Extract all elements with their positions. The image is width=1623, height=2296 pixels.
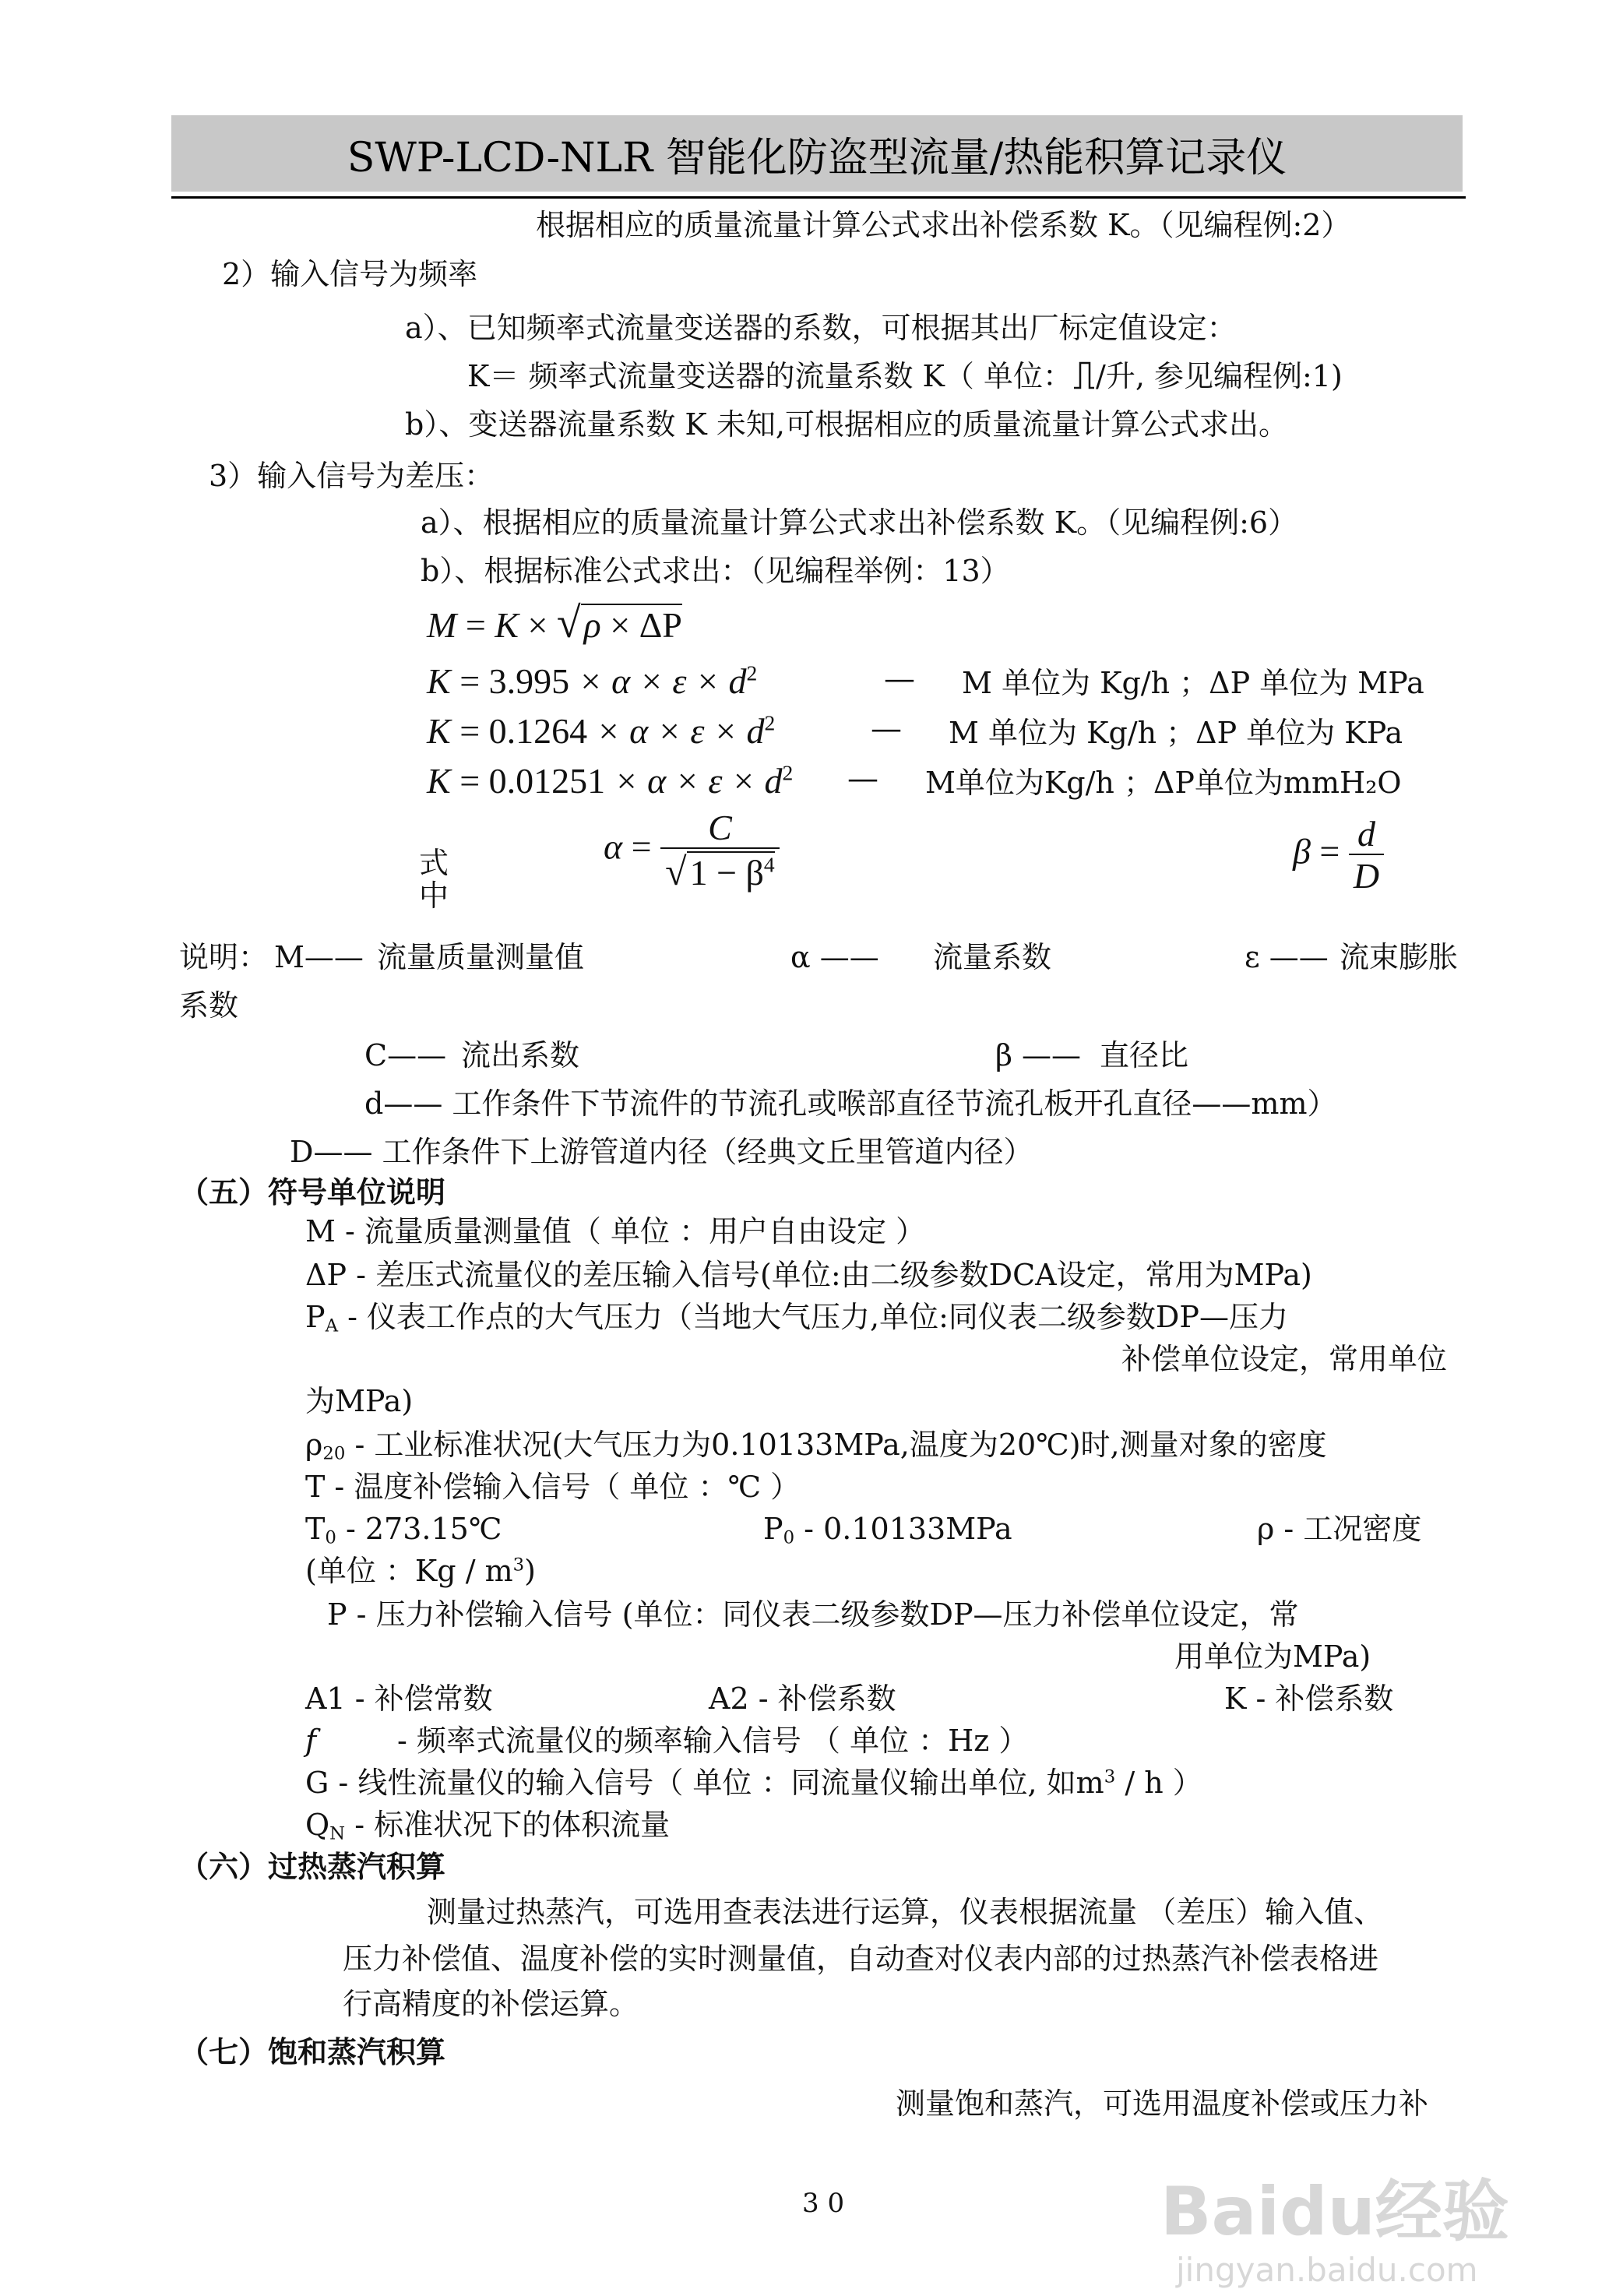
formula-mass-flow: M = K × √ρ × ΔP: [427, 599, 682, 647]
dash: —: [847, 761, 878, 797]
paragraph-line: 压力补偿值、温度补偿的实时测量值，自动查对仪表内部的过热蒸汽补偿表格进: [343, 1942, 1379, 1976]
dash: —: [871, 711, 902, 747]
symbol-desc: 流量质量测量值: [377, 940, 585, 974]
symbol-item: $T_0$ - 273.15℃: [305, 1512, 502, 1548]
unit-note: M 单位为 Kg/h ；ΔP 单位为 MPa: [962, 666, 1424, 700]
header-rule: [171, 196, 1466, 199]
symbol: M——: [274, 940, 364, 974]
formula-alpha: α = $\frac{C}{√1 - \beta^4}$: [604, 810, 780, 891]
symbol-desc: 流出系数: [461, 1038, 580, 1072]
symbol-item: G - 线性流量仪的输入信号（ 单位 ：同流量仪输出单位, 如$m^3$ / h ）: [305, 1766, 1202, 1800]
symbol-desc: 流束膨胀: [1340, 940, 1459, 974]
symbol-item: K - 补偿系数: [1224, 1682, 1394, 1716]
symbol-desc: 直径比: [1100, 1038, 1189, 1072]
text-segment: K＝ 频率式流量变送器的流量系数 K（ 单位：: [467, 359, 1073, 393]
symbol-item: A2 - 补偿系数: [709, 1682, 896, 1716]
symbol: β ——: [995, 1038, 1082, 1072]
formula-beta: β = $\frac{d}{D}$: [1293, 816, 1384, 894]
symbol-desc-wrap: 系数: [179, 988, 239, 1023]
list-heading: 3）输入信号为差压：: [209, 459, 495, 493]
symbol-item: P - 压力补偿输入信号 (单位：同仪表二级参数DP—压力补偿单位设定，常: [327, 1597, 1299, 1632]
watermark-url: jingyan.baidu.com: [1176, 2251, 1478, 2289]
watermark-brand: Baidu经验: [1160, 2173, 1509, 2251]
unit-note: M 单位为 Kg/h ；ΔP 单位为 KPa: [949, 716, 1403, 750]
symbol-item: ρ - 工况密度: [1257, 1512, 1422, 1546]
dash: —: [884, 661, 915, 697]
symbol-item-wrap: 为MPa): [305, 1384, 414, 1418]
list-heading: 2）输入信号为频率: [222, 257, 478, 291]
symbol: f: [305, 1724, 317, 1758]
text-line: b）、变送器流量系数 K 未知,可根据相应的质量流量计算公式求出。: [405, 407, 1288, 442]
text-line: [467, 360, 1343, 391]
symbol-item: $\rho_{20}$ - 工业标准状况(大气压力为0.10133MPa,温度为20℃)时,测量对象的密度: [305, 1428, 1327, 1464]
symbol: α ——: [790, 940, 879, 974]
unit-note: M单位为Kg/h ；ΔP单位为mmH₂O: [925, 766, 1402, 800]
symbol-item: $P_A$ - 仪表工作点的大气压力（当地大气压力,单位:同仪表二级参数DP—压力: [305, 1300, 1288, 1336]
text-line: a）、根据相应的质量流量计算公式求出补偿系数 K。（见编程例:6）: [421, 505, 1298, 540]
symbol-item-wrap: (单位 ：Kg / $m^3$): [305, 1554, 536, 1588]
symbol-item: $P_0 - 0.10133MPa$: [763, 1512, 1012, 1548]
symbol-desc: 流量系数: [933, 940, 1052, 974]
page-header-title: SWP-LCD-NLR 智能化防盗型流量/热能积算记录仪: [347, 134, 1287, 181]
text-line: b）、根据标准公式求出：（见编程举例：13）: [421, 554, 1010, 588]
symbol-item: M - 流量质量测量值（ 单位 ：用户自由设定 ）: [305, 1214, 926, 1248]
section-heading: （七）饱和蒸汽积算: [179, 2035, 446, 2069]
explain-line: d—— 工作条件下节流件的节流孔或喉部直径节流孔板开孔直径——mm）: [364, 1086, 1337, 1121]
formula-k-mpa: $K = 3.995 \times \alpha \times \varepsilon \times d^2$: [427, 660, 758, 701]
symbol-item: ΔP - 差压式流量仪的差压输入信号(单位:由二级参数DCA设定，常用为MPa): [305, 1258, 1312, 1292]
paragraph-line: 测量饱和蒸汽，可选用温度补偿或压力补: [896, 2086, 1429, 2121]
symbol-item: A1 - 补偿常数: [305, 1682, 493, 1716]
symbol: ε ——: [1245, 940, 1329, 974]
symbol-item: - 频率式流量仪的频率输入信号 （ 单位 ：Hz ）: [397, 1724, 1029, 1758]
text-line: 根据相应的质量流量计算公式求出补偿系数 K。（见编程例:2）: [536, 208, 1351, 242]
text-segment: /升, 参见编程例:1): [1096, 359, 1343, 393]
symbol-item-cont: 补偿单位设定，常用单位: [1121, 1342, 1448, 1376]
formula-k-mmh2o: $K = 0.01251 \times \alpha \times \varepsilon \times d^2$: [427, 760, 794, 801]
symbol-item-cont: 用单位为MPa): [1174, 1639, 1371, 1674]
explain-line: D—— 工作条件下上游管道内径（经典文丘里管道内径）: [290, 1135, 1033, 1169]
section-heading: （六）过热蒸汽积算: [179, 1850, 446, 1884]
pulse-icon: [1072, 360, 1096, 391]
symbol: C——: [364, 1038, 447, 1072]
header-band: [171, 115, 1463, 192]
symbol-item: T - 温度补偿输入信号（ 单位 ：℃ ）: [305, 1470, 801, 1504]
where-label: 式 中: [419, 846, 449, 913]
section-heading: （五）符号单位说明: [179, 1175, 446, 1210]
page-number: 3 0: [802, 2188, 845, 2219]
symbol-item: $Q_N$ - 标准状况下的体积流量: [305, 1808, 671, 1844]
paragraph-line: 行高精度的补偿运算。: [343, 1987, 639, 2021]
paragraph-line: 测量过热蒸汽，可选用查表法进行运算，仪表根据流量 （差压）输入值、: [427, 1895, 1384, 1929]
watermark: [1160, 2157, 1612, 2290]
text-line: a）、已知频率式流量变送器的系数，可根据其出厂标定值设定：: [405, 311, 1237, 345]
explain-label: 说明：: [179, 940, 269, 974]
formula-k-kpa: $K = 0.1264 \times \alpha \times \varepsilon \times d^2$: [427, 710, 776, 751]
